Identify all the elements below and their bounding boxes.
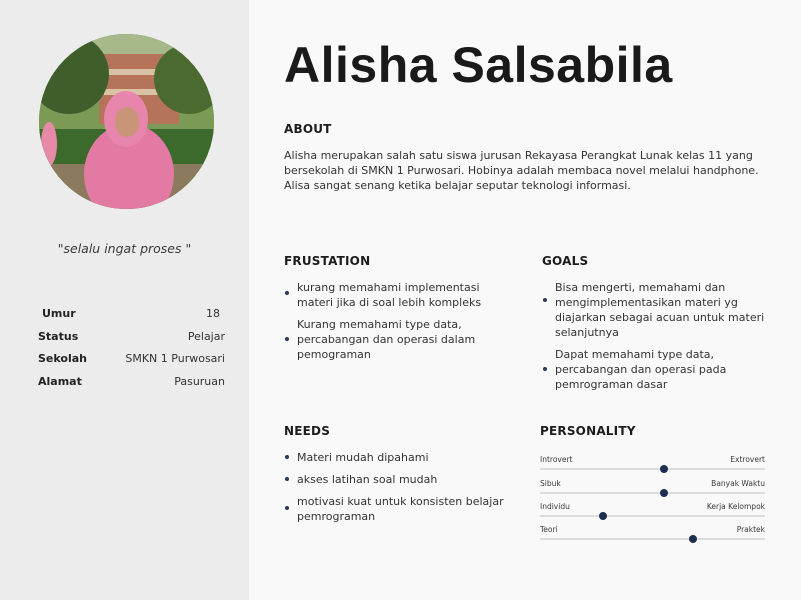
needs-heading: NEEDS <box>284 424 331 438</box>
profile-quote: "selalu ingat proses " <box>57 241 192 256</box>
profile-photo <box>39 34 214 209</box>
bullet-icon <box>285 477 289 481</box>
slider-knob <box>689 535 697 543</box>
list-item <box>284 472 504 487</box>
bullet-icon <box>543 367 547 371</box>
slider-knob <box>660 465 668 473</box>
needs-list <box>284 450 504 524</box>
about-text: Alisha merupakan salah satu siswa jurusan Rekayasa Perangkat Lunak kelas 11 yang bersekolah di SMKN 1 Purwosari. Hobinya adalah membaca novel melalui handphone. Alisa sangat senang ketika belajar seputar teknologi informasi. <box>284 149 759 192</box>
list-item <box>284 494 504 524</box>
slider-left-label: Introvert <box>540 455 573 464</box>
personality-slider <box>540 525 765 547</box>
personality-slider <box>540 502 765 524</box>
slider-track <box>540 538 765 540</box>
info-value: 18 <box>206 307 220 320</box>
goals-heading: GOALS <box>542 254 589 268</box>
slider-right-label: Extrovert <box>730 455 765 464</box>
list-item-text: motivasi kuat untuk konsisten belajar pemrograman <box>297 495 504 523</box>
slider-track <box>540 492 765 494</box>
list-item-text: Dapat memahami type data, percabangan dan operasi pada pemrograman dasar <box>555 348 727 391</box>
info-label: Sekolah <box>38 352 87 365</box>
personality-heading: PERSONALITY <box>540 424 636 438</box>
info-row-school <box>38 352 225 368</box>
list-item <box>542 280 782 340</box>
goals-list <box>542 280 782 392</box>
slider-left-label: Teori <box>540 525 558 534</box>
slider-left-label: Individu <box>540 502 570 511</box>
list-item <box>284 317 504 362</box>
frustration-heading: FRUSTATION <box>284 254 371 268</box>
list-item-text: Bisa mengerti, memahami dan mengimplementasikan materi yg diajarkan sebagai acuan untuk materi selanjutnya <box>555 281 765 339</box>
info-label: Umur <box>42 307 76 320</box>
bullet-icon <box>285 337 289 341</box>
list-item-text: Materi mudah dipahami <box>297 451 429 464</box>
slider-knob <box>660 489 668 497</box>
list-item-text: Kurang memahami type data, percabangan dan operasi dalam pemograman <box>297 318 476 361</box>
slider-right-label: Banyak Waktu <box>711 479 765 488</box>
bullet-icon <box>285 291 289 295</box>
personality-slider <box>540 455 765 477</box>
info-label: Status <box>38 330 79 343</box>
list-item <box>284 280 504 310</box>
info-label: Alamat <box>38 375 82 388</box>
list-item <box>284 450 504 465</box>
about-heading: ABOUT <box>284 122 332 136</box>
list-item-text: kurang memahami implementasi materi jika di soal lebih kompleks <box>297 281 482 309</box>
personality-slider <box>540 479 765 501</box>
info-value: Pasuruan <box>174 375 225 388</box>
slider-knob <box>599 512 607 520</box>
info-value: SMKN 1 Purwosari <box>125 352 225 365</box>
frustration-list <box>284 280 504 362</box>
list-item-text: akses latihan soal mudah <box>297 473 438 486</box>
info-value: Pelajar <box>187 330 225 343</box>
slider-track <box>540 468 765 470</box>
bullet-icon <box>285 506 289 510</box>
list-item <box>542 347 782 392</box>
info-row-address <box>38 375 225 391</box>
slider-left-label: Sibuk <box>540 479 561 488</box>
slider-right-label: Praktek <box>736 525 765 534</box>
bullet-icon <box>543 298 547 302</box>
info-row-status <box>38 330 225 346</box>
persona-name: Alisha Salsabila <box>284 37 673 93</box>
slider-track <box>540 515 765 517</box>
bullet-icon <box>285 455 289 459</box>
slider-right-label: Kerja Kelompok <box>706 502 765 511</box>
info-row-age <box>38 307 225 323</box>
